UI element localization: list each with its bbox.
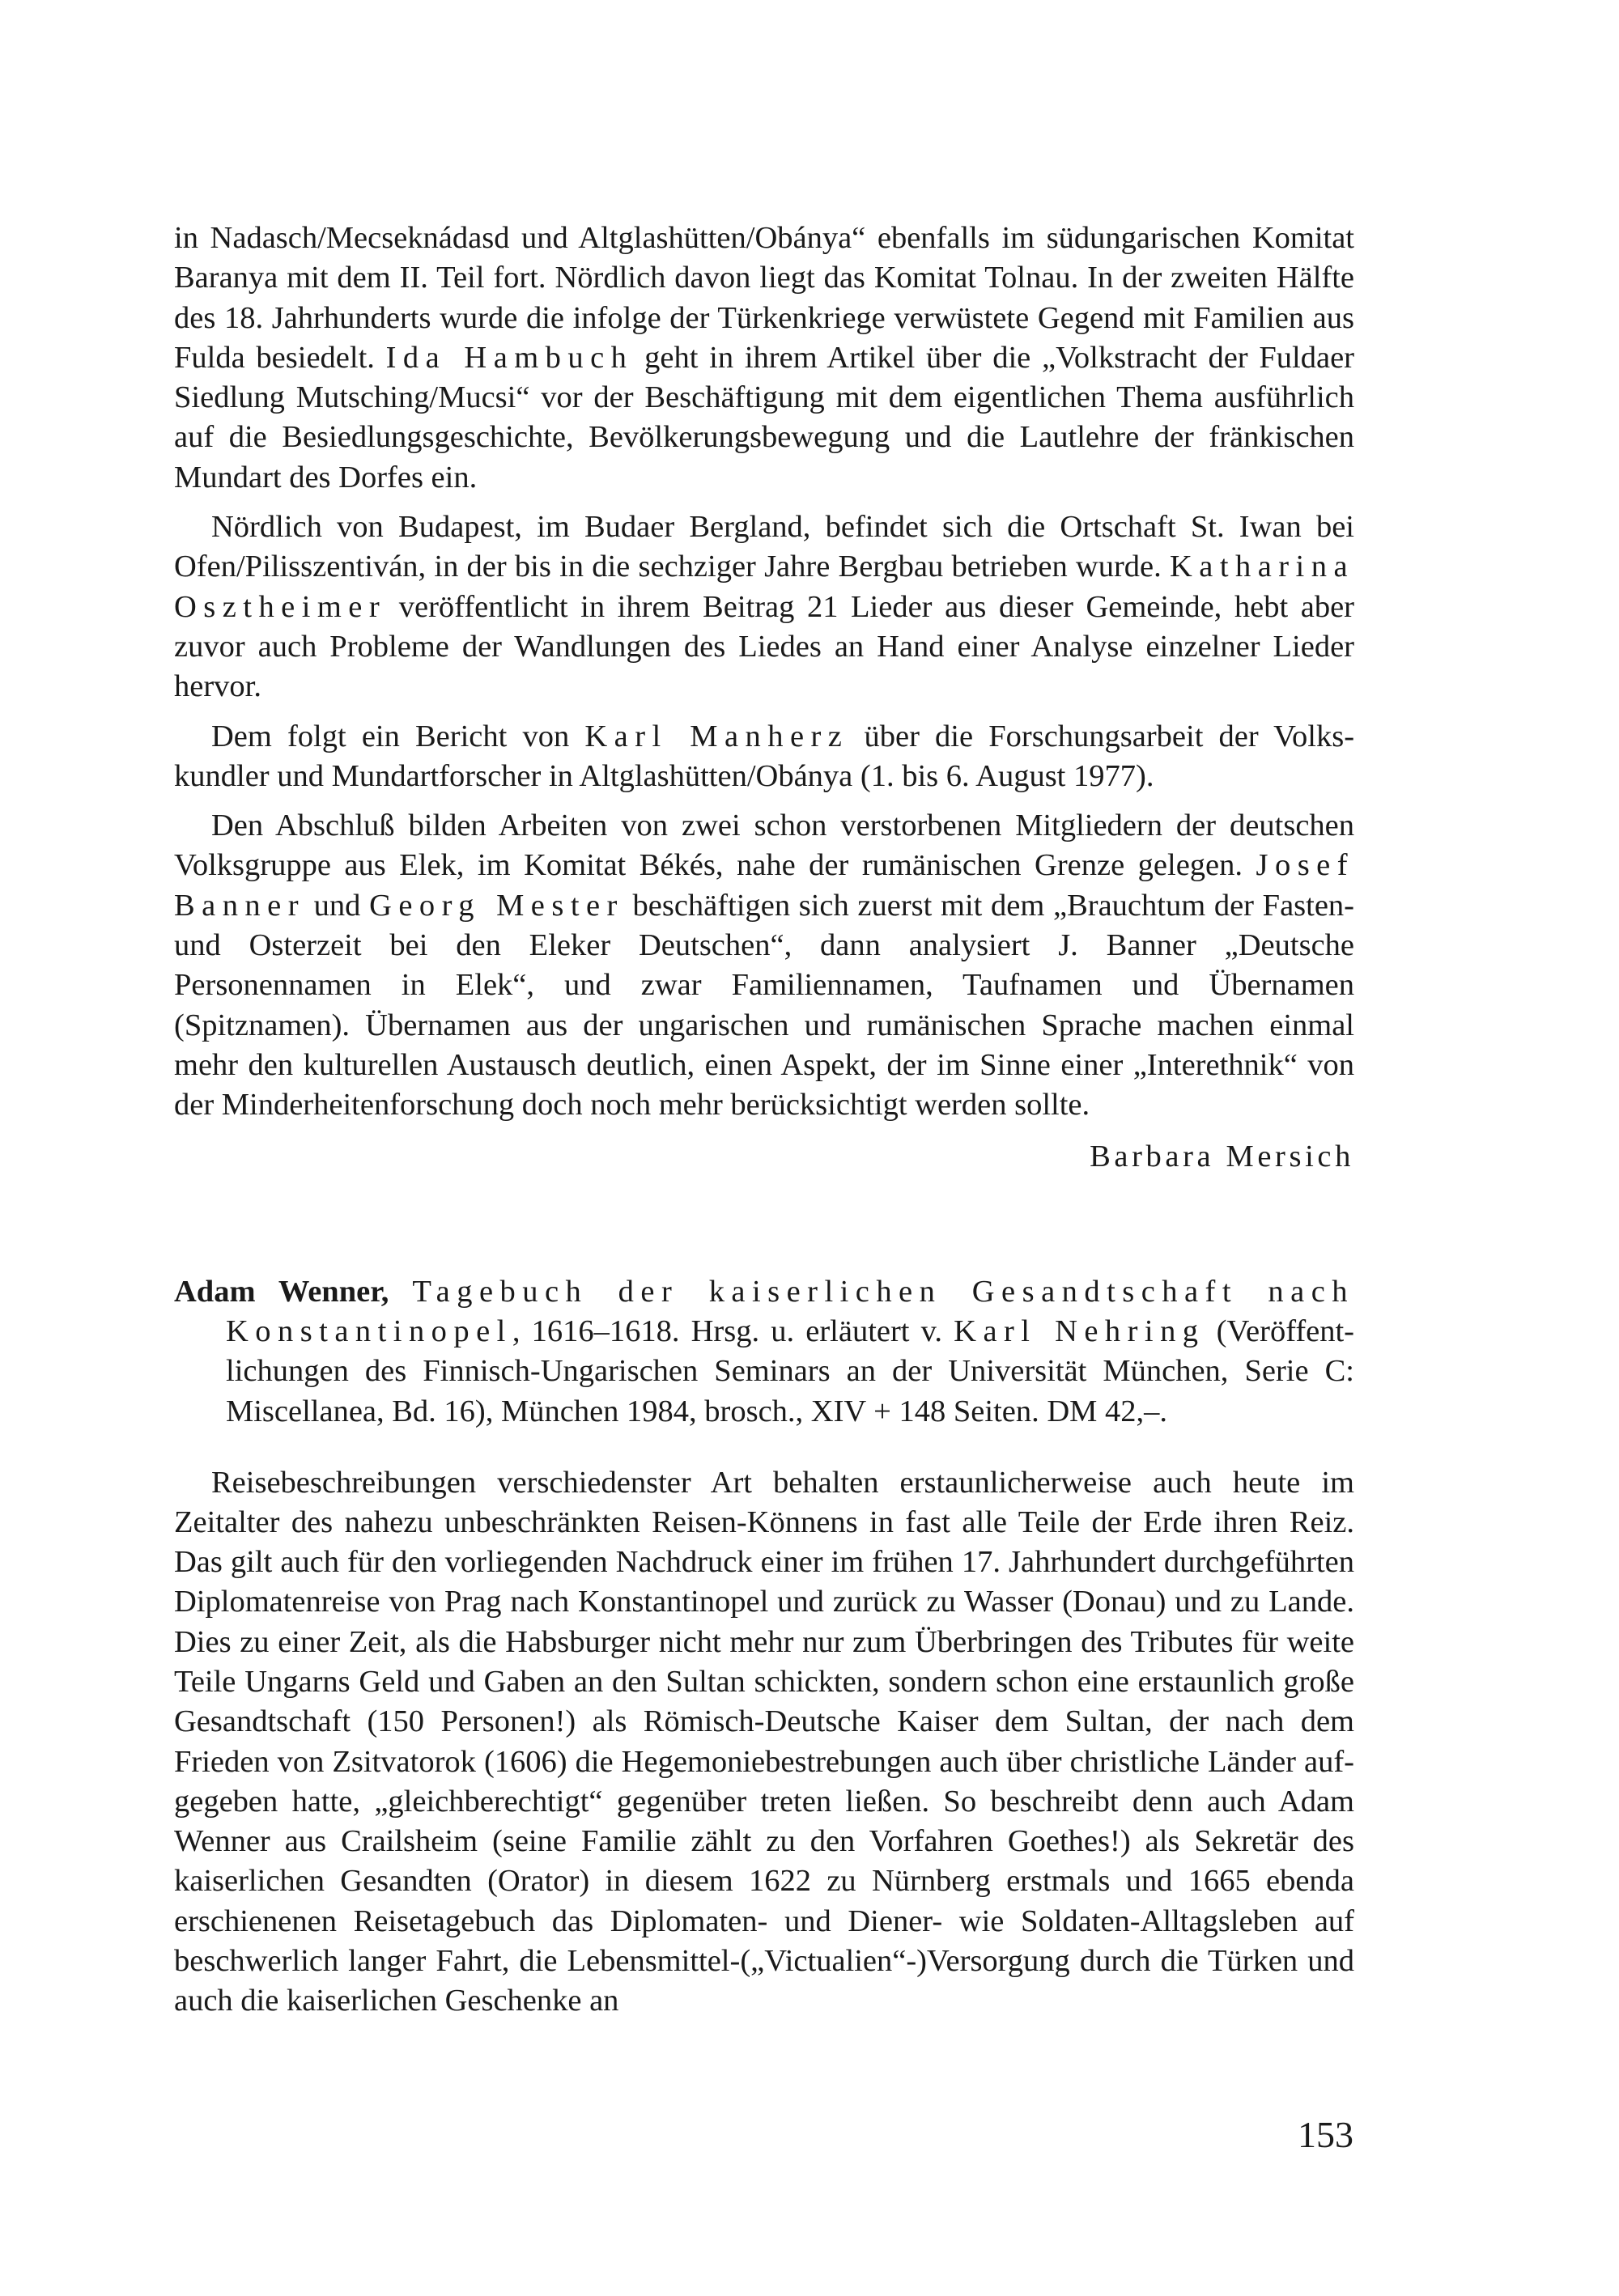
- text-segment: und: [305, 888, 370, 923]
- paragraph-osztheimer: [174, 507, 1354, 707]
- text-segment: Nördlich von Budapest, im Budaer Bergland, befindet sich die Ortschaft St. Iwan bei Ofen/Pilisszentiván, in der bis in die sechziger Jahre Bergbau betrieben wurde.: [174, 510, 1354, 584]
- text-segment: Den Abschluß bilden Arbeiten von zwei schon verstorbenen Mitgliedern der deutschen Volksgruppe aus Elek, im Komitat Békés, nahe der rumänischen Grenze gelegen.: [174, 808, 1354, 883]
- text-segment: Dem folgt ein Bericht von: [211, 719, 585, 753]
- review-body-paragraph: Reisebeschreibungen verschiedenster Art behalten erstaunlicherweise auch heute im Zeitalter des nahezu unbeschränkten Reisen-Könnens in fast alle Teile der Erde ihren Reiz. Das gilt auch für den vorliegenden Nachdruck einer im frühen 17. Jahrhundert durchgeführten Diplomatenreise von Prag nach Konstantinopel und zurück zu Wasser (Donau) und zu Lande. Dies zu einer Zeit, als die Habsburger nicht mehr nur zum Überbringen des Tributes für weite Teile Ungarns Geld und Gaben an den Sultan schickten, sondern schon eine erstaunlich große Gesandtschaft (150 Personen!) als Römisch-Deutsche Kaiser dem Sultan, der nach dem Frieden von Zsitvatorok (1606) die Hegemoniebestrebungen auch über christliche Länder aufgegeben hatte, „gleichberechtigt“ gegenüber treten ließen. So beschreibt denn auch Adam Wenner aus Crailsheim (seine Familie zählt zu den Vorfahren Goethes!) als Sekretär des kaiserlichen Gesandten (Orator) in diesem 1622 zu Nürnberg erstmals und 1665 ebenda erschienenen Reisetagebuch das Diplomaten- und Diener- wie Soldaten-Alltagsleben auf beschwerlich langer Fahrt, die Lebensmittel-(„Victualien“-)Versorgung durch die Türken und auch die kaiserlichen Geschenke an: [174, 1465, 1354, 2018]
- text-segment: in Nadasch/Mecseknádasd und Altglashütten/Obánya“ ebenfalls im südungarischen Komitat Baranya mit dem II. Teil fort. Nördlich davon liegt das Komitat Tolnau. In der zweiten Hälfte des 18. Jahrhunderts wurde die infolge der Türkenkriege verwüstete Gegend mit Familien aus Fulda besiedelt.: [174, 221, 1354, 375]
- review-section: [174, 1272, 1354, 2022]
- book-author: Adam Wenner,: [174, 1274, 389, 1309]
- text-segment: über die Forschungsarbeit der Volkskundler und Mundartforscher in Altglashütten/Obánya (1. bis 6. August 1977).: [174, 719, 1355, 793]
- book-details: , 1616–1618. Hrsg. u. erläutert v.: [512, 1314, 954, 1349]
- page-number: 153: [1298, 2114, 1353, 2155]
- reviewer-signature: Barbara Mersich: [1090, 1139, 1354, 1173]
- paragraph-manherz: [174, 717, 1354, 797]
- text-segment: veröffentlicht in ihrem Beitrag 21 Lieder aus dieser Gemeinde, hebt aber zuvor auch Probleme der Wandlungen des Liedes an Hand einer Analyse einzelner Lieder hervor.: [174, 589, 1354, 704]
- text-segment: geht in ihrem Artikel über die „Volkstracht der Fuldaer Siedlung Mutsching/Mucsi“ vor der Beschäftigung mit dem eigentlichen Thema ausführlich auf die Besiedlungsgeschichte, Bevölkerungsbewegung und die Lautlehre der fränkischen Mundart des Dorfes ein.: [174, 340, 1354, 494]
- text-segment: beschäftigen sich zuerst mit dem „Brauchtum der Fasten- und Osterzeit bei den Eleker Deutschen“, dann analysiert J. Banner „Deutsche Personennamen in Elek“, und zwar Familiennamen, Taufnamen und Übernamen (Spitznamen). Übernamen aus der ungarischen und rumänischen Sprache machen einmal mehr den kulturellen Austausch deutlich, einen Aspekt, der im Sinne einer „Interethnik“ von der Minderheitenforschung doch noch mehr berücksichtigt werden sollte.: [174, 888, 1354, 1123]
- author-name-manherz: Karl Manherz: [584, 719, 849, 753]
- author-name-banner: Josef Banner: [174, 848, 1354, 923]
- author-name-mester: Georg Mester: [369, 888, 624, 923]
- paragraph-hambuch: [174, 219, 1354, 498]
- previous-review-section: [174, 219, 1354, 1177]
- book-title: Tagebuch der kaiserlichen Gesandtschaft nach Konstantinopel: [226, 1274, 1354, 1349]
- author-name-hambuch: Ida Hambuch: [385, 340, 634, 375]
- paragraph-banner-mester: [174, 806, 1354, 1125]
- book-details: (Veröffentlichungen des Finnisch-Ungarischen Seminars an der Universität München, Serie C: Miscellanea, Bd. 16), München 1984, brosch., XIV + 148 Seiten. DM 42,–.: [226, 1314, 1354, 1428]
- book-editor: Karl Nehring: [954, 1314, 1205, 1349]
- author-name-osztheimer: Katharina Osztheimer: [174, 550, 1354, 624]
- review-heading: [174, 1272, 1354, 1432]
- document-page: [174, 219, 1354, 2022]
